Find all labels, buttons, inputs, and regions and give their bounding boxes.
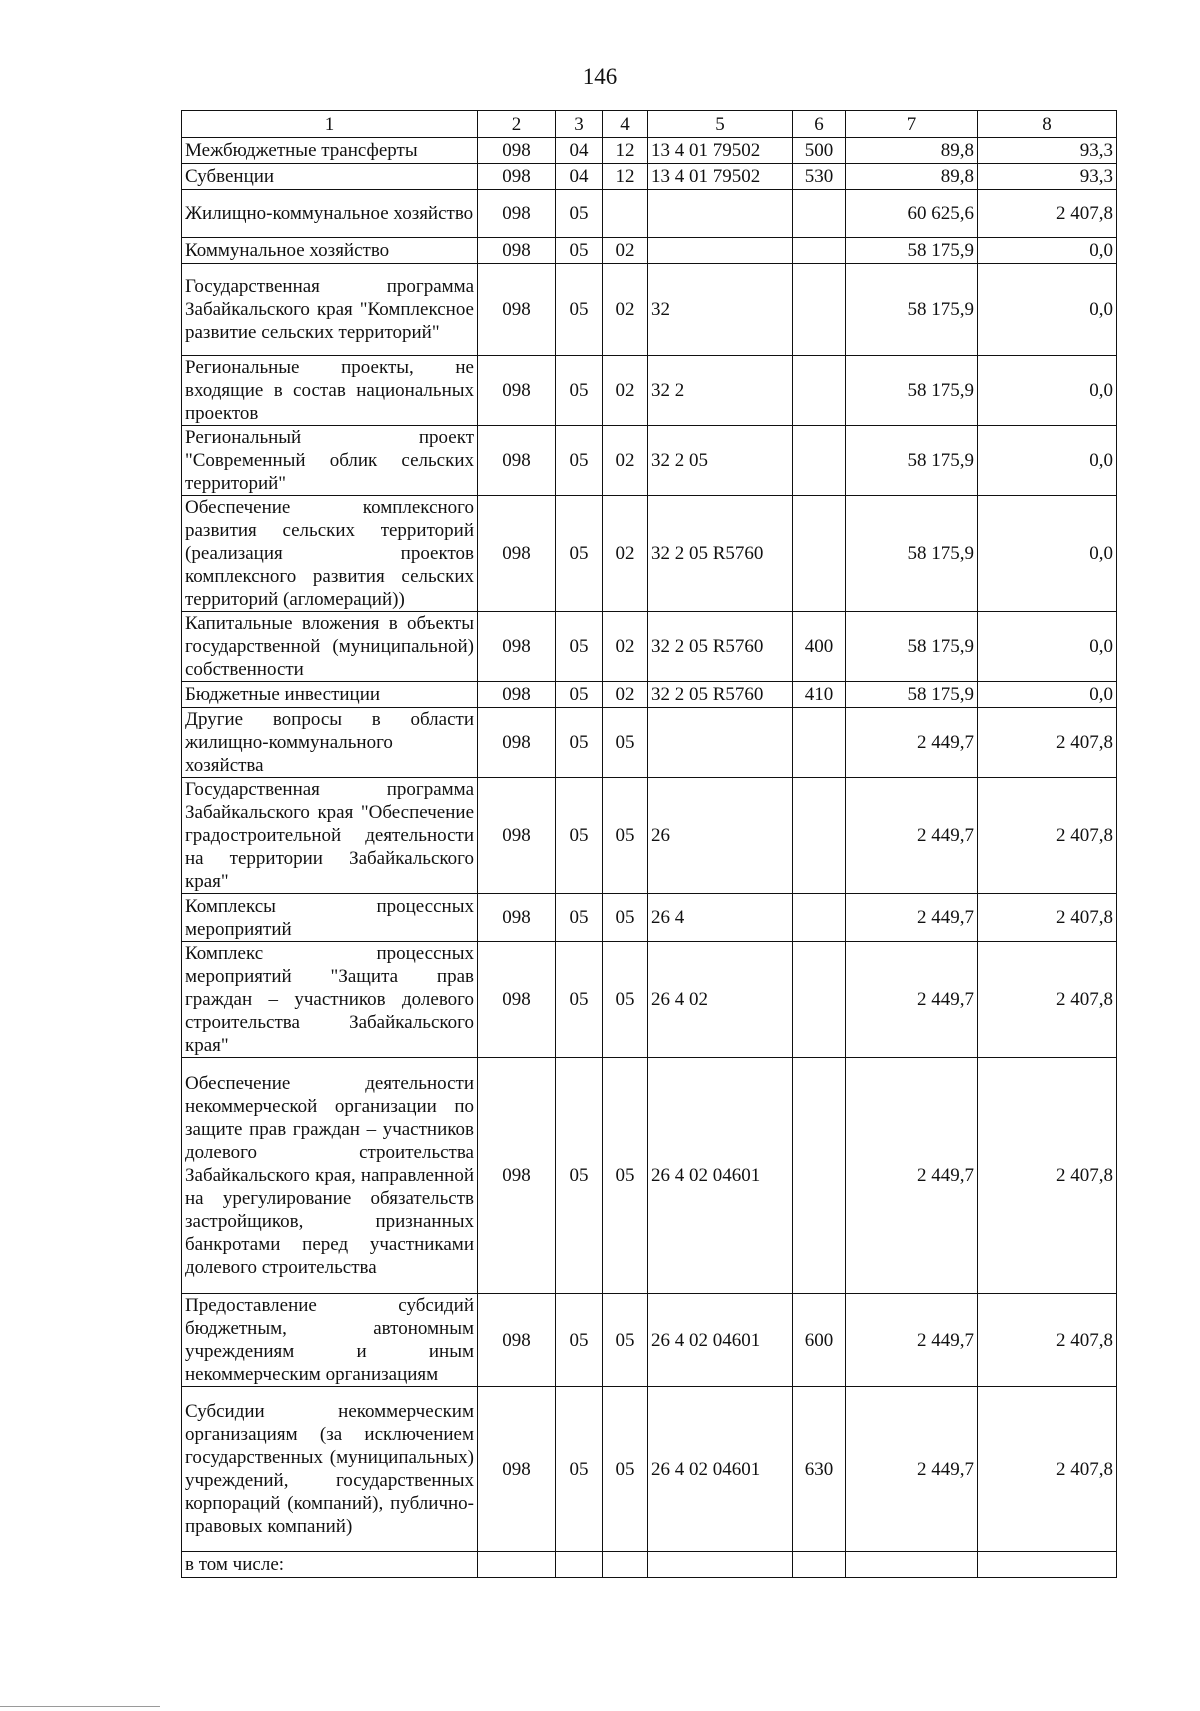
amount-year1-cell: 2 449,7 <box>846 942 978 1058</box>
amount-year2-cell: 93,3 <box>978 138 1117 164</box>
subsection-code-cell: 05 <box>603 1294 648 1387</box>
subsection-code-cell: 05 <box>603 894 648 942</box>
table-row <box>182 426 1117 496</box>
amount-year2-cell: 0,0 <box>978 264 1117 356</box>
amount-year2-cell <box>978 1552 1117 1578</box>
target-code-cell: 13 4 01 79502 <box>648 138 793 164</box>
section-code-cell: 05 <box>556 612 603 682</box>
section-code-cell: 05 <box>556 942 603 1058</box>
header-cell: 3 <box>556 111 603 138</box>
section-code-cell: 05 <box>556 708 603 778</box>
amount-year1-cell: 2 449,7 <box>846 1387 978 1552</box>
ministry-code-cell: 098 <box>478 138 556 164</box>
expense-type-cell <box>793 894 846 942</box>
ministry-code-cell: 098 <box>478 682 556 708</box>
table-row <box>182 264 1117 356</box>
table-row <box>182 708 1117 778</box>
target-code-cell: 26 4 02 04601 <box>648 1058 793 1294</box>
expense-type-cell: 410 <box>793 682 846 708</box>
amount-year1-cell: 2 449,7 <box>846 1294 978 1387</box>
row-name-cell: Предоставление субсидий бюджетным, автономным учреждениям и иным некоммерческим организациям <box>182 1294 478 1387</box>
amount-year2-cell: 2 407,8 <box>978 1058 1117 1294</box>
amount-year1-cell: 58 175,9 <box>846 264 978 356</box>
target-code-cell: 32 <box>648 264 793 356</box>
ministry-code-cell: 098 <box>478 1294 556 1387</box>
target-code-cell: 26 4 02 04601 <box>648 1387 793 1552</box>
table-row <box>182 496 1117 612</box>
ministry-code-cell: 098 <box>478 356 556 426</box>
amount-year2-cell: 2 407,8 <box>978 1387 1117 1552</box>
section-code-cell: 05 <box>556 1387 603 1552</box>
table-row <box>182 1552 1117 1578</box>
row-name-cell: Субсидии некоммерческим организациям (за исключением государственных (муниципальных) учреждений, государственных корпораций (компаний), публично-правовых компаний) <box>182 1387 478 1552</box>
amount-year2-cell: 0,0 <box>978 238 1117 264</box>
expense-type-cell <box>793 190 846 238</box>
header-cell: 4 <box>603 111 648 138</box>
amount-year1-cell: 58 175,9 <box>846 426 978 496</box>
amount-year1-cell: 89,8 <box>846 164 978 190</box>
amount-year1-cell: 58 175,9 <box>846 496 978 612</box>
target-code-cell <box>648 238 793 264</box>
target-code-cell: 26 4 02 04601 <box>648 1294 793 1387</box>
expense-type-cell: 600 <box>793 1294 846 1387</box>
expense-type-cell <box>793 426 846 496</box>
page-number: 146 <box>582 64 618 89</box>
amount-year1-cell: 60 625,6 <box>846 190 978 238</box>
subsection-code-cell: 05 <box>603 1058 648 1294</box>
header-cell: 7 <box>846 111 978 138</box>
section-code-cell: 05 <box>556 356 603 426</box>
subsection-code-cell: 02 <box>603 356 648 426</box>
row-name-cell: Комплекс процессных мероприятий "Защита прав граждан – участников долевого строительства Забайкальского края" <box>182 942 478 1058</box>
row-name-cell: Субвенции <box>182 164 478 190</box>
subsection-code-cell: 02 <box>603 426 648 496</box>
section-code-cell: 05 <box>556 426 603 496</box>
table-row <box>182 612 1117 682</box>
amount-year1-cell: 58 175,9 <box>846 238 978 264</box>
section-code-cell: 05 <box>556 1294 603 1387</box>
row-name-cell: в том числе: <box>182 1552 478 1578</box>
amount-year1-cell: 58 175,9 <box>846 356 978 426</box>
table-row <box>182 138 1117 164</box>
section-code-cell: 05 <box>556 682 603 708</box>
subsection-code-cell: 12 <box>603 164 648 190</box>
amount-year2-cell: 2 407,8 <box>978 708 1117 778</box>
ministry-code-cell: 098 <box>478 238 556 264</box>
amount-year1-cell: 89,8 <box>846 138 978 164</box>
row-name-cell: Региональные проекты, не входящие в состав национальных проектов <box>182 356 478 426</box>
section-code-cell: 05 <box>556 496 603 612</box>
target-code-cell: 26 <box>648 778 793 894</box>
expense-type-cell <box>793 238 846 264</box>
table-row <box>182 1058 1117 1294</box>
section-code-cell: 04 <box>556 164 603 190</box>
header-cell: 5 <box>648 111 793 138</box>
expense-type-cell <box>793 1552 846 1578</box>
expense-type-cell <box>793 264 846 356</box>
amount-year2-cell: 0,0 <box>978 426 1117 496</box>
ministry-code-cell: 098 <box>478 942 556 1058</box>
ministry-code-cell: 098 <box>478 1387 556 1552</box>
target-code-cell: 32 2 05 R5760 <box>648 612 793 682</box>
row-name-cell: Жилищно-коммунальное хозяйство <box>182 190 478 238</box>
row-name-cell: Государственная программа Забайкальского края "Комплексное развитие сельских территорий" <box>182 264 478 356</box>
expense-type-cell <box>793 942 846 1058</box>
section-code-cell: 05 <box>556 238 603 264</box>
expense-type-cell: 500 <box>793 138 846 164</box>
ministry-code-cell: 098 <box>478 612 556 682</box>
budget-table <box>181 110 1117 1578</box>
table-row <box>182 894 1117 942</box>
table-body <box>182 138 1117 1578</box>
target-code-cell: 32 2 05 R5760 <box>648 682 793 708</box>
amount-year2-cell: 2 407,8 <box>978 942 1117 1058</box>
subsection-code-cell: 02 <box>603 238 648 264</box>
amount-year1-cell: 58 175,9 <box>846 682 978 708</box>
amount-year1-cell: 2 449,7 <box>846 708 978 778</box>
amount-year1-cell <box>846 1552 978 1578</box>
subsection-code-cell <box>603 190 648 238</box>
table-row <box>182 942 1117 1058</box>
expense-type-cell: 530 <box>793 164 846 190</box>
row-name-cell: Другие вопросы в области жилищно-коммунального хозяйства <box>182 708 478 778</box>
row-name-cell: Региональный проект "Современный облик сельских территорий" <box>182 426 478 496</box>
row-name-cell: Комплексы процессных мероприятий <box>182 894 478 942</box>
table-row <box>182 356 1117 426</box>
amount-year2-cell: 0,0 <box>978 356 1117 426</box>
subsection-code-cell <box>603 1552 648 1578</box>
header-cell: 1 <box>182 111 478 138</box>
amount-year1-cell: 2 449,7 <box>846 894 978 942</box>
expense-type-cell: 400 <box>793 612 846 682</box>
amount-year2-cell: 0,0 <box>978 496 1117 612</box>
target-code-cell: 26 4 <box>648 894 793 942</box>
section-code-cell <box>556 1552 603 1578</box>
subsection-code-cell: 05 <box>603 778 648 894</box>
section-code-cell: 05 <box>556 264 603 356</box>
row-name-cell: Капитальные вложения в объекты государственной (муниципальной) собственности <box>182 612 478 682</box>
expense-type-cell <box>793 1058 846 1294</box>
target-code-cell <box>648 1552 793 1578</box>
target-code-cell: 26 4 02 <box>648 942 793 1058</box>
subsection-code-cell: 05 <box>603 1387 648 1552</box>
expense-type-cell: 630 <box>793 1387 846 1552</box>
expense-type-cell <box>793 778 846 894</box>
subsection-code-cell: 05 <box>603 942 648 1058</box>
target-code-cell: 32 2 05 R5760 <box>648 496 793 612</box>
subsection-code-cell: 05 <box>603 708 648 778</box>
expense-type-cell <box>793 708 846 778</box>
ministry-code-cell: 098 <box>478 190 556 238</box>
amount-year2-cell: 2 407,8 <box>978 1294 1117 1387</box>
subsection-code-cell: 12 <box>603 138 648 164</box>
subsection-code-cell: 02 <box>603 612 648 682</box>
amount-year2-cell: 2 407,8 <box>978 778 1117 894</box>
amount-year2-cell: 0,0 <box>978 682 1117 708</box>
amount-year1-cell: 2 449,7 <box>846 1058 978 1294</box>
target-code-cell <box>648 190 793 238</box>
ministry-code-cell <box>478 1552 556 1578</box>
subsection-code-cell: 02 <box>603 682 648 708</box>
table-row <box>182 1387 1117 1552</box>
header-cell: 8 <box>978 111 1117 138</box>
row-name-cell: Обеспечение комплексного развития сельских территорий (реализация проектов комплексного развития сельских территорий (агломераций)) <box>182 496 478 612</box>
header-cell: 6 <box>793 111 846 138</box>
table-row <box>182 778 1117 894</box>
ministry-code-cell: 098 <box>478 708 556 778</box>
ministry-code-cell: 098 <box>478 164 556 190</box>
ministry-code-cell: 098 <box>478 264 556 356</box>
row-name-cell: Межбюджетные трансферты <box>182 138 478 164</box>
amount-year2-cell: 93,3 <box>978 164 1117 190</box>
section-code-cell: 04 <box>556 138 603 164</box>
ministry-code-cell: 098 <box>478 894 556 942</box>
row-name-cell: Обеспечение деятельности некоммерческой организации по защите прав граждан – участников долевого строительства Забайкальского края, направленной на урегулирование обязательств застройщиков, признанных банкротами перед участниками долевого строительства <box>182 1058 478 1294</box>
amount-year2-cell: 2 407,8 <box>978 190 1117 238</box>
subsection-code-cell: 02 <box>603 264 648 356</box>
section-code-cell: 05 <box>556 1058 603 1294</box>
table-row <box>182 682 1117 708</box>
expense-type-cell <box>793 356 846 426</box>
amount-year1-cell: 2 449,7 <box>846 778 978 894</box>
ministry-code-cell: 098 <box>478 496 556 612</box>
section-code-cell: 05 <box>556 190 603 238</box>
table-row <box>182 1294 1117 1387</box>
table-row <box>182 190 1117 238</box>
section-code-cell: 05 <box>556 778 603 894</box>
row-name-cell: Коммунальное хозяйство <box>182 238 478 264</box>
amount-year2-cell: 0,0 <box>978 612 1117 682</box>
amount-year2-cell: 2 407,8 <box>978 894 1117 942</box>
section-code-cell: 05 <box>556 894 603 942</box>
target-code-cell <box>648 708 793 778</box>
ministry-code-cell: 098 <box>478 426 556 496</box>
table-row <box>182 238 1117 264</box>
header-cell: 2 <box>478 111 556 138</box>
header-row <box>182 111 1117 138</box>
scan-edge-line <box>0 1706 160 1707</box>
row-name-cell: Бюджетные инвестиции <box>182 682 478 708</box>
target-code-cell: 13 4 01 79502 <box>648 164 793 190</box>
row-name-cell: Государственная программа Забайкальского края "Обеспечение градостроительной деятельности на территории Забайкальского края" <box>182 778 478 894</box>
target-code-cell: 32 2 <box>648 356 793 426</box>
amount-year1-cell: 58 175,9 <box>846 612 978 682</box>
subsection-code-cell: 02 <box>603 496 648 612</box>
table-row <box>182 164 1117 190</box>
expense-type-cell <box>793 496 846 612</box>
ministry-code-cell: 098 <box>478 778 556 894</box>
ministry-code-cell: 098 <box>478 1058 556 1294</box>
target-code-cell: 32 2 05 <box>648 426 793 496</box>
